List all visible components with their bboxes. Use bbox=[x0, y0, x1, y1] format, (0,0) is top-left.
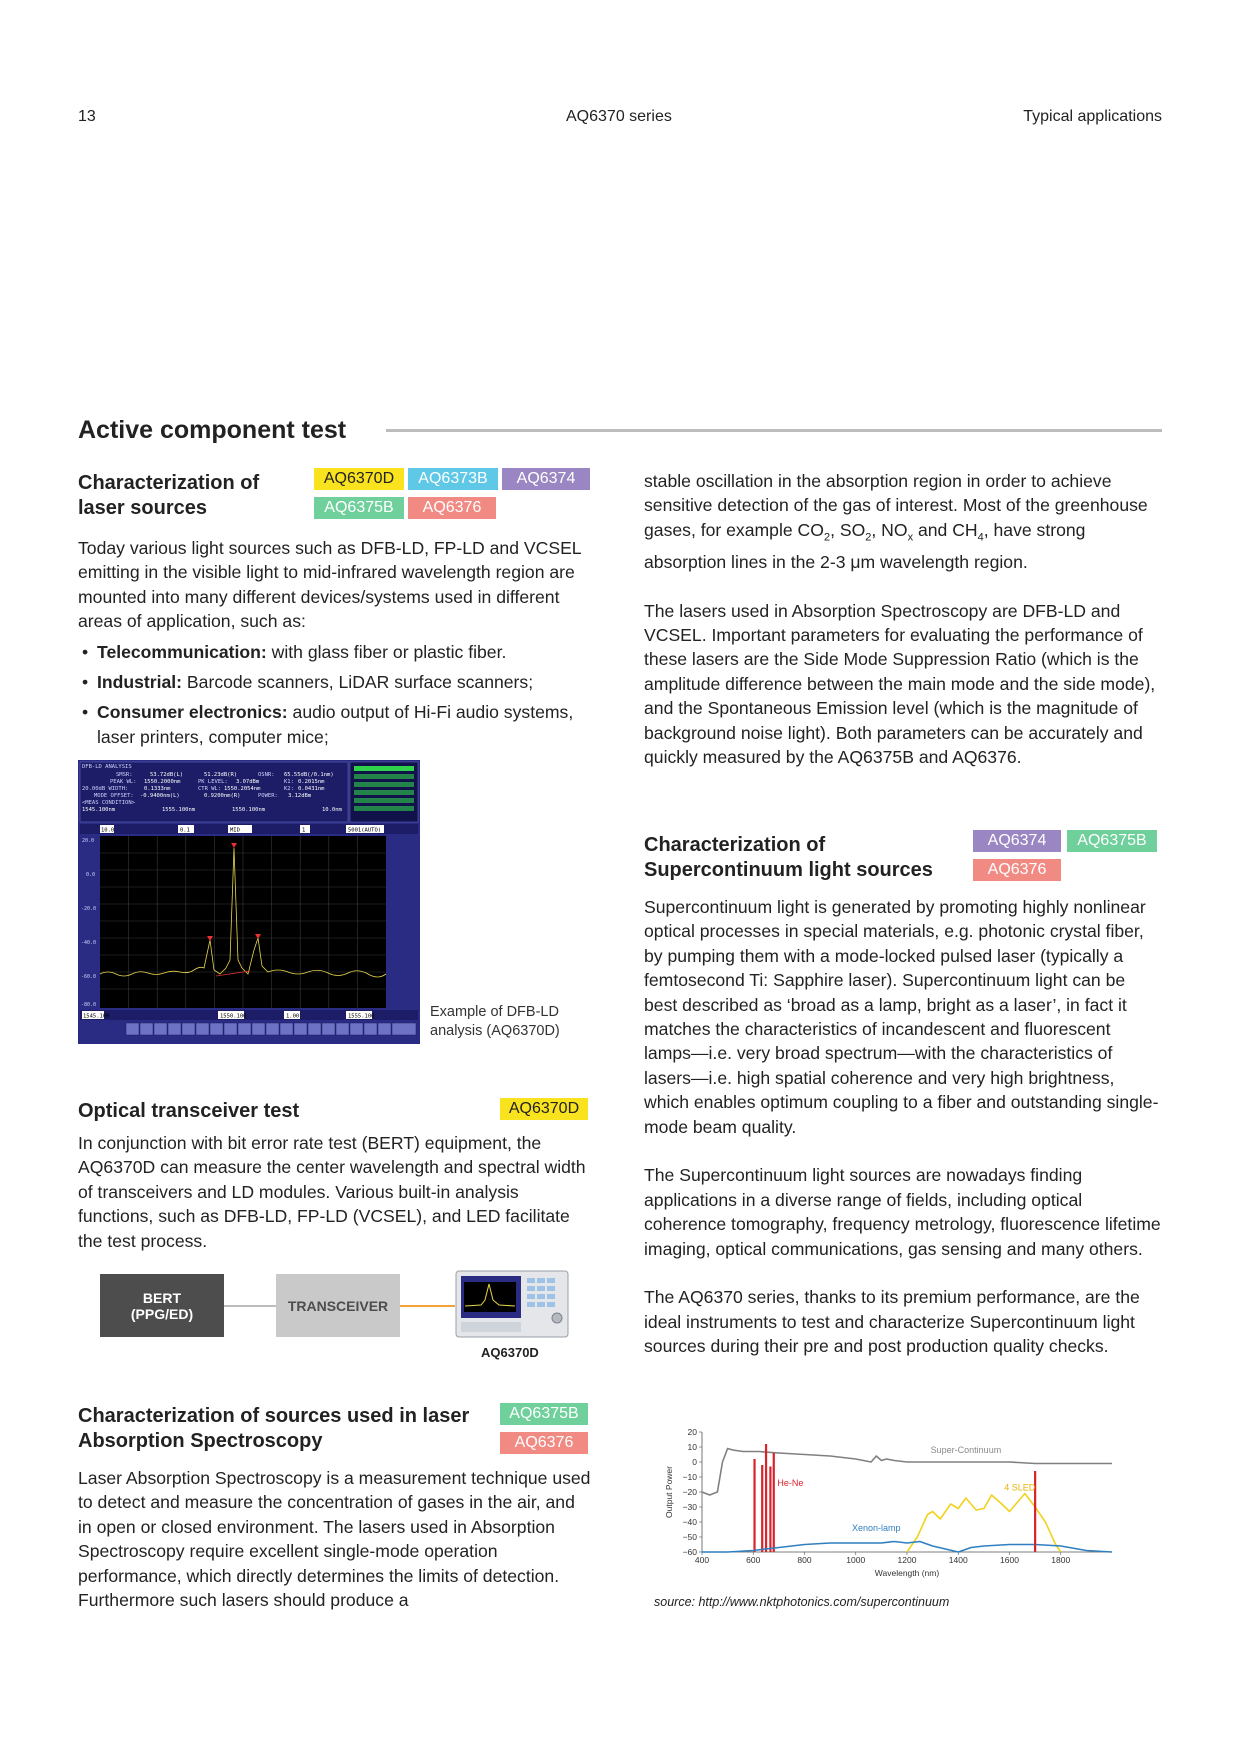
osa-offset-right: 0.9200nm(R) bbox=[204, 793, 241, 799]
section-rule bbox=[386, 429, 1162, 432]
series-4-sled-line bbox=[907, 1494, 1061, 1553]
supercontinuum-para1: Supercontinuum light is generated by promoting highly nonlinear optical processes in special materials, e.g. photonic crystal fiber, by pumping them with a mode-locked pulsed laser (typically a femtosecond Ti: Sapphire laser). Supercontinuum light can be best described as ‘broad as a lamp, bright as a laser’, in fact it matches the characteristics of incandescent and fluorescent lamps—i.e. very broad spectrum—with the characteristics of lasers—i.e. high spatial coherence and very high brightness, which enables optimum coupling to a fiber and outstanding single-mode beam quality. bbox=[644, 897, 1159, 1137]
x-tick-label: 1400 bbox=[948, 1555, 968, 1565]
osa-ytick: -20.0 bbox=[81, 906, 97, 912]
y-tick-label: 10 bbox=[687, 1442, 697, 1452]
supercontinuum-para2: The Supercontinuum light sources are nowadays finding applications in a diverse range of fields, including optical coherence tomography, frequency metrology, fluorescence lifetime imaging, optical communications, gas sensing and many others. bbox=[644, 1165, 1161, 1259]
osa-ctrwl-label: CTR WL: bbox=[198, 786, 222, 792]
osa-smpl-value: 5001(AUTO) bbox=[348, 827, 382, 834]
osa-peakwl-value: 1550.2000nm bbox=[144, 779, 181, 785]
tag-aq6376: AQ6376 bbox=[973, 859, 1061, 881]
osa-power-value: 3.12dBm bbox=[288, 793, 312, 799]
osa-stop-value: 1555.100nm bbox=[162, 807, 196, 813]
bert-box: BERT (PPG/ED) bbox=[100, 1274, 224, 1337]
aq6370d-instrument-image bbox=[455, 1270, 569, 1338]
series-label: Super-Continuum bbox=[930, 1445, 1002, 1455]
osa-smsr-label: SMSR: bbox=[116, 772, 133, 778]
osa-osnr-label: OSNR: bbox=[258, 772, 275, 778]
osa-offset-value: -0.9400nm(L) bbox=[140, 793, 180, 799]
osa-ytick: -40.0 bbox=[81, 940, 97, 946]
y-tick-label: 20 bbox=[687, 1427, 697, 1437]
osa-peakwl-label: PEAK WL: bbox=[110, 779, 137, 785]
osa-ytick: 0.0 bbox=[86, 872, 96, 878]
osa-k1-label: K1: bbox=[284, 779, 294, 785]
osa-width-value: 0.1333nm bbox=[144, 786, 171, 792]
y-tick-label: 0 bbox=[692, 1457, 697, 1467]
osa-ctrwl-value: 1550.2054nm bbox=[224, 786, 261, 792]
supercontinuum-title: Characterization of Supercontinuum light sources bbox=[644, 834, 933, 881]
tag-aq6370d: AQ6370D bbox=[500, 1098, 588, 1120]
osa-smsr-right: 51.23dB(R) bbox=[204, 772, 238, 778]
osa-bottom-div: 1.00 bbox=[286, 1013, 300, 1020]
y-axis-title: Output Power bbox=[664, 1466, 674, 1518]
right-column-text bbox=[644, 469, 1162, 769]
osa-span-value: 10.0nm bbox=[322, 807, 342, 813]
instrument-label: AQ6370D bbox=[481, 1345, 539, 1360]
absorption-title: Characterization of sources used in laser Absorption Spectroscopy bbox=[78, 1405, 470, 1452]
osa-title: DFB-LD ANALYSIS bbox=[82, 764, 132, 770]
tag-aq6376: AQ6376 bbox=[500, 1432, 588, 1454]
tag-aq6376: AQ6376 bbox=[408, 497, 496, 519]
transceiver-body: In conjunction with bit error rate test (BERT) equipment, the AQ6370D can measure the center wavelength and spectral width of transceivers and LD modules. Various built-in analysis functions, such as DFB-LD, FP-LD (VCSEL), and LED facilitate the test process. bbox=[78, 1133, 586, 1251]
gas-absorption-paragraph: stable oscillation in the absorption region in order to achieve sensitive detection of the gas of interest. Most of the greenhouse gases, for example $CO_2$, $SO_2$, $NO_x$ and $CH_4$, have strong absorption lines in the 2-3 μm wavelength region. bbox=[644, 471, 1148, 572]
osa-sens-value: MID bbox=[230, 827, 240, 834]
laser-sources-body bbox=[78, 536, 593, 755]
supercontinuum-chart bbox=[652, 1424, 1122, 1584]
transceiver-box: TRANSCEIVER bbox=[276, 1274, 400, 1337]
laser-parameters-paragraph: The lasers used in Absorption Spectroscopy are DFB-LD and VCSEL. Important parameters for evaluating the performance of these lasers are the Side Mode Suppression Ratio (which is the amplitude difference between the main mode and the side mode), and the Spontaneous Emission level (which is the magnitude of background noise light). Both parameters can be accurately and quickly measured by the AQ6375B and AQ6376. bbox=[644, 600, 1156, 767]
laser-sources-title bbox=[78, 471, 259, 521]
series-label: Xenon-lamp bbox=[851, 1523, 901, 1533]
y-tick-label: −10 bbox=[682, 1472, 697, 1482]
osa-pklevel-label: PK LEVEL: bbox=[198, 779, 228, 785]
y-tick-label: −60 bbox=[682, 1547, 697, 1557]
transceiver-title: Optical transceiver test bbox=[78, 1100, 300, 1122]
osa-k2-value: 0.0431nm bbox=[298, 786, 325, 792]
series-label: 4 SLED bbox=[1004, 1482, 1036, 1493]
list-item: • Telecommunication: with glass fiber or plastic fiber. bbox=[78, 640, 593, 664]
tag-aq6370d: AQ6370D bbox=[314, 468, 404, 490]
osa-ytick: -80.0 bbox=[81, 1002, 97, 1008]
y-tick-label: −30 bbox=[682, 1502, 697, 1512]
connector-line-2 bbox=[400, 1305, 455, 1307]
osa-center-value: 1550.100nm bbox=[232, 807, 266, 813]
osa-meas-label: <MEAS CONDITION> bbox=[82, 800, 135, 806]
supercontinuum-para3: The AQ6370 series, thanks to its premium performance, are the ideal instruments to test and characterize Supercontinuum light sources during their pre and post production quality checks. bbox=[644, 1287, 1140, 1357]
osa-start-value: 1545.100nm bbox=[82, 807, 116, 813]
tag-aq6375b: AQ6375B bbox=[314, 497, 404, 519]
y-tick-label: −40 bbox=[682, 1517, 697, 1527]
laser-sources-title-line1: Characterization of bbox=[78, 472, 260, 494]
connector-line-1 bbox=[224, 1305, 276, 1307]
section-title: Active component test bbox=[78, 416, 347, 444]
x-tick-label: 800 bbox=[797, 1555, 812, 1565]
y-tick-label: −50 bbox=[682, 1532, 697, 1542]
osa-left-scale: 10.0 bbox=[101, 827, 115, 834]
x-axis-title: Wavelength (nm) bbox=[874, 1568, 940, 1578]
y-tick-label: −20 bbox=[682, 1487, 697, 1497]
series-name: AQ6370 series bbox=[566, 108, 672, 125]
osa-pklevel-value: 3.07dBm bbox=[236, 779, 260, 785]
supercontinuum-body bbox=[644, 895, 1162, 1359]
series-label: He-Ne bbox=[777, 1478, 804, 1488]
osa-width-label: 20.00dB WIDTH: bbox=[82, 786, 129, 792]
laser-sources-intro: Today various light sources such as DFB-LD, FP-LD and VCSEL emitting in the visible light to mid-infrared wavelength region are mounted into many different devices/systems used in different areas of application, such as: bbox=[78, 538, 581, 632]
series-super-continuum-line bbox=[702, 1449, 1112, 1496]
tag-aq6375b: AQ6375B bbox=[500, 1403, 588, 1425]
osa-k2-label: K2: bbox=[284, 786, 294, 792]
laser-sources-title-line2: laser sources bbox=[78, 497, 207, 519]
application-list bbox=[78, 640, 593, 750]
osa-osnr-value: 65.55dB(/0.1nm) bbox=[284, 772, 334, 778]
osa-bottom-start: 1545.100 bbox=[83, 1013, 110, 1020]
chart-source: source: http://www.nktphotonics.com/supercontinuum bbox=[654, 1595, 950, 1609]
tag-aq6374: AQ6374 bbox=[973, 830, 1061, 852]
osa-ytick: 20.0 bbox=[82, 838, 95, 844]
osa-bottom-center: 1550.100 bbox=[220, 1013, 247, 1020]
osa-offset-label: MODE OFFSET: bbox=[94, 793, 134, 799]
tag-aq6375b: AQ6375B bbox=[1067, 830, 1157, 852]
osa-caption: Example of DFB-LD analysis (AQ6370D) bbox=[430, 1004, 560, 1039]
osa-avg-value: 1 bbox=[302, 827, 306, 834]
osa-ytick: -60.0 bbox=[81, 974, 97, 980]
x-tick-label: 400 bbox=[694, 1555, 710, 1565]
x-tick-label: 1600 bbox=[1000, 1555, 1019, 1565]
series-xenon-lamp-line bbox=[702, 1542, 1112, 1553]
tag-aq6374: AQ6374 bbox=[502, 468, 590, 490]
x-tick-label: 1800 bbox=[1051, 1555, 1071, 1565]
osa-bottom-stop: 1555.100 bbox=[348, 1013, 375, 1020]
x-tick-label: 1000 bbox=[846, 1555, 866, 1565]
osa-power-label: POWER: bbox=[258, 793, 278, 799]
tag-aq6373b: AQ6373B bbox=[408, 468, 498, 490]
osa-res-value: 0.1 bbox=[180, 827, 190, 834]
list-item: • Consumer electronics: audio output of Hi-Fi audio systems, laser printers, computer mice; bbox=[78, 700, 593, 749]
section-name: Typical applications bbox=[1023, 108, 1162, 125]
page-number: 13 bbox=[78, 108, 96, 125]
osa-smsr-left: 53.72dB(L) bbox=[150, 772, 184, 778]
x-tick-label: 600 bbox=[746, 1555, 761, 1565]
osa-screenshot bbox=[78, 760, 420, 1044]
osa-k1-value: 0.2015nm bbox=[298, 779, 325, 785]
absorption-body: Laser Absorption Spectroscopy is a measurement technique used to detect and measure the concentration of gases in the air, and in open or closed environment. The lasers used in Absorption Spectroscopy require excellent single-mode operation performance, which directly determines the limits of detection. Furthermore such lasers should produce a bbox=[78, 1468, 591, 1611]
list-item: • Industrial: Barcode scanners, LiDAR surface scanners; bbox=[78, 670, 593, 694]
x-tick-label: 1200 bbox=[897, 1555, 917, 1565]
